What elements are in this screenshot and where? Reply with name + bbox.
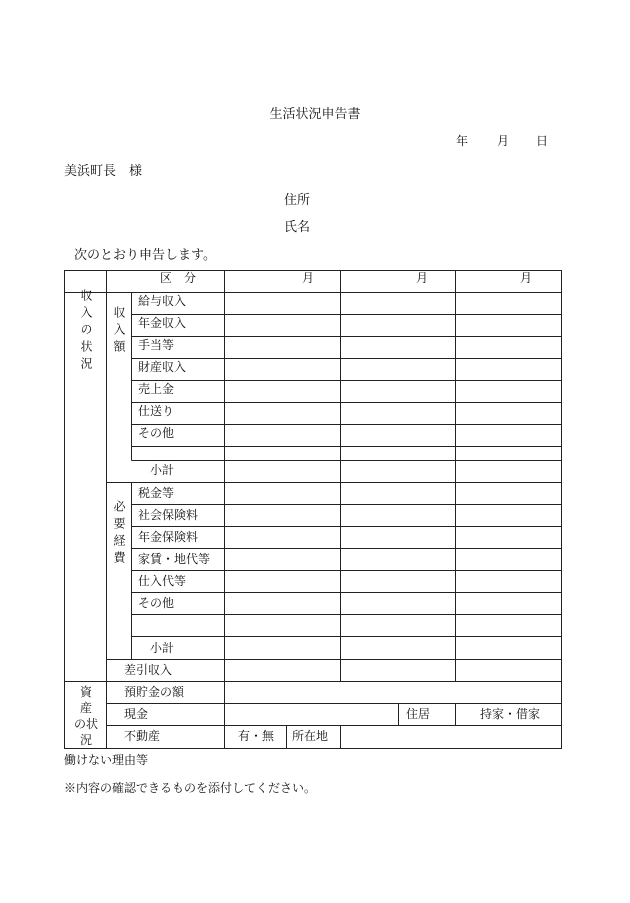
cash-label: 現金	[124, 707, 149, 721]
income-item: 財産収入	[138, 360, 187, 374]
intro-text: 次のとおり申告します。	[74, 248, 216, 263]
expense-item: 税金等	[138, 486, 175, 500]
expense-item: 年金保険料	[138, 530, 199, 544]
income-section-label: 収入の状況	[79, 289, 93, 374]
income-item: 年金収入	[138, 316, 187, 330]
location-label: 所在地	[292, 729, 329, 743]
header-month-1: 月	[302, 271, 315, 285]
date-month-label: 月	[497, 134, 510, 148]
date-day-label: 日	[536, 134, 549, 148]
header-month-2: 月	[416, 271, 429, 285]
attachment-note: ※内容の確認できるものを添付してください。	[64, 781, 317, 795]
expense-group-label: 必要経費	[112, 500, 126, 568]
income-amount-group-label: 収入額	[112, 306, 126, 357]
residence-label: 住居	[406, 707, 431, 721]
income-item: その他	[138, 426, 175, 440]
real-estate-value: 有・無	[238, 729, 275, 743]
income-item: 売上金	[138, 382, 175, 396]
header-category: 区 分	[160, 271, 197, 285]
income-item: 給与収入	[138, 294, 187, 308]
savings-label: 預貯金の額	[124, 685, 185, 699]
document-title: 生活状況申告書	[269, 107, 361, 122]
address-label: 住所	[284, 193, 311, 208]
expense-item: 社会保険料	[138, 508, 199, 522]
income-subtotal: 小計	[150, 463, 175, 477]
name-label: 氏名	[284, 220, 311, 235]
real-estate-label: 不動産	[124, 729, 161, 743]
income-item: 仕送り	[138, 404, 175, 418]
expense-subtotal: 小計	[150, 641, 175, 655]
income-item: 手当等	[138, 338, 175, 352]
expense-item: その他	[138, 596, 175, 610]
reason-label: 働けない理由等	[64, 753, 149, 767]
expense-item: 仕入代等	[138, 574, 187, 588]
assets-section-label: 資 産 の状 況	[73, 685, 98, 747]
header-month-3: 月	[520, 271, 533, 285]
addressee: 美浜町長 様	[64, 164, 143, 179]
expense-item: 家賃・地代等	[138, 552, 211, 566]
residence-value: 持家・借家	[480, 707, 541, 721]
date-year-label: 年	[456, 134, 469, 148]
net-income-label: 差引収入	[124, 663, 173, 677]
